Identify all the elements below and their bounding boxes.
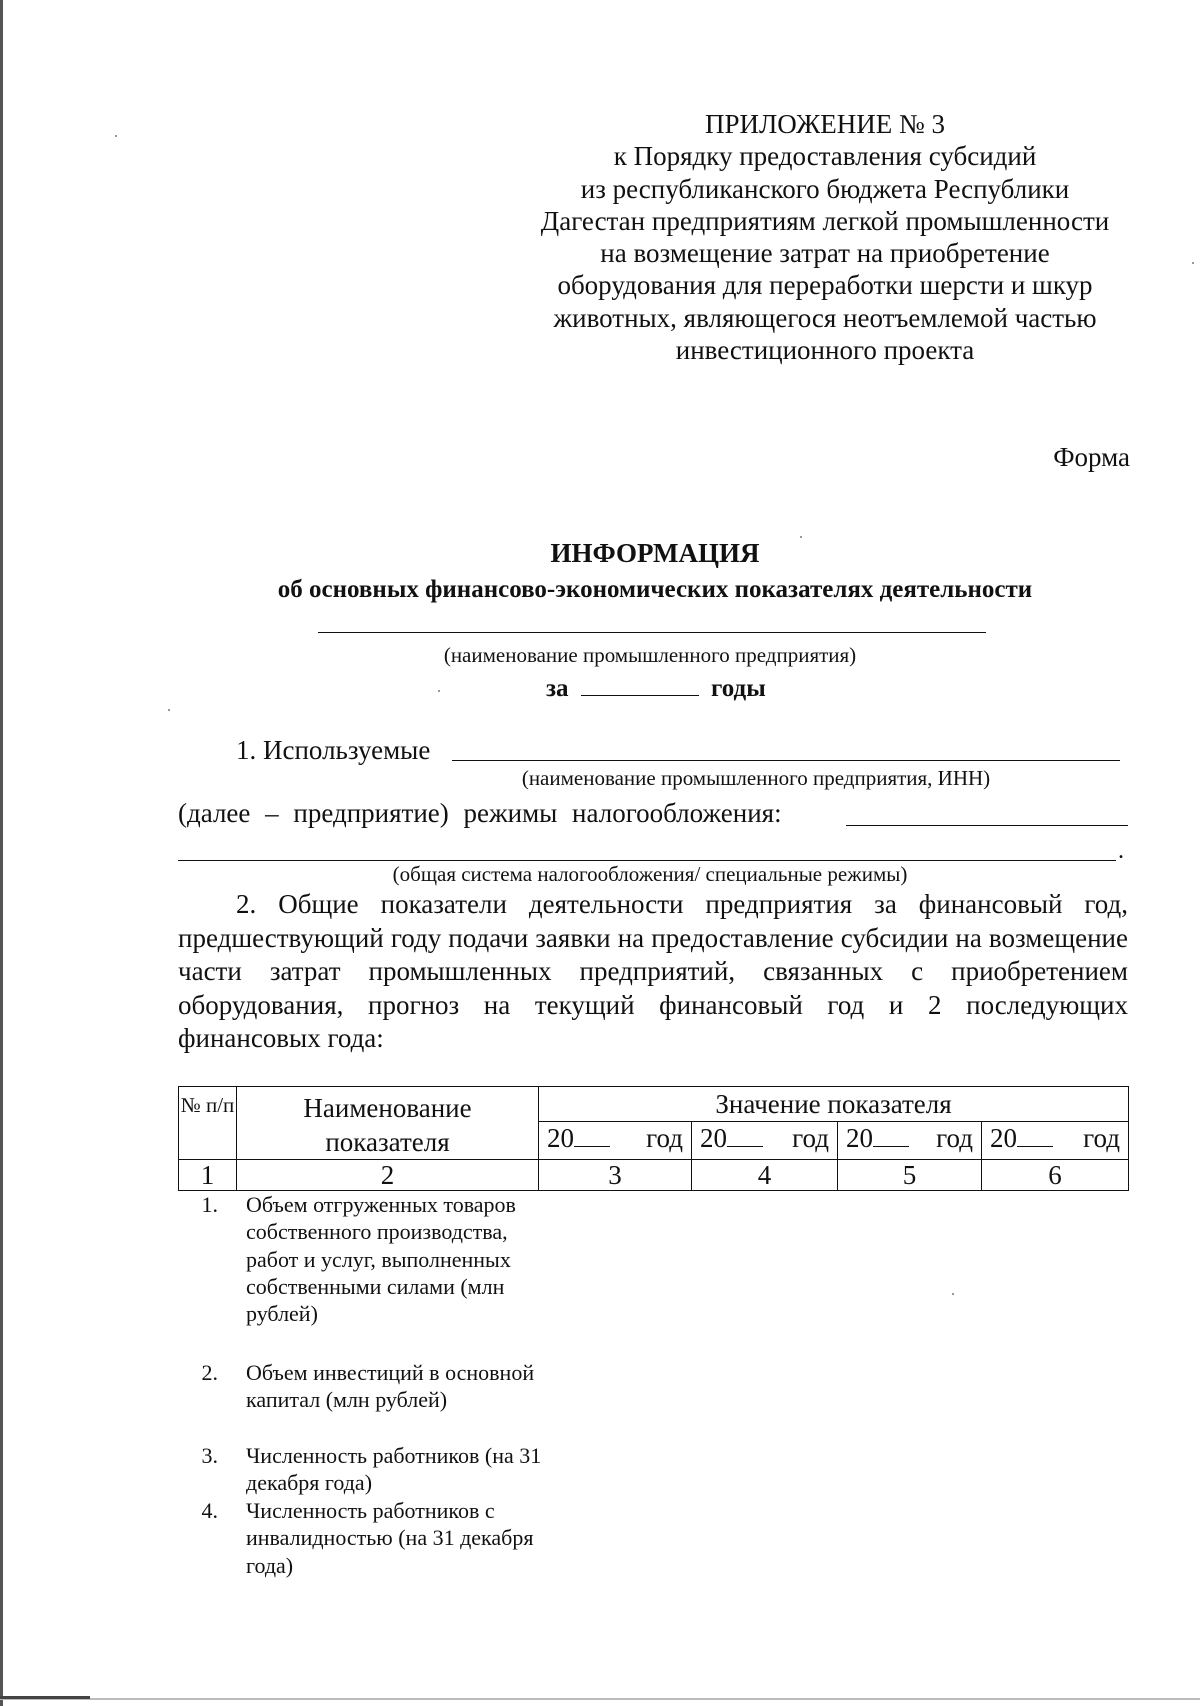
regime-label: (далее – предприятие) режимы налогообложения: — [178, 798, 782, 828]
period-blank[interactable] — [581, 673, 699, 696]
scan-edge-bottom — [0, 1698, 1200, 1700]
regime-blank-1[interactable] — [846, 825, 1128, 826]
enterprise-caption: (наименование промышленного предприятия) — [443, 643, 857, 667]
col-number: 5 — [838, 1160, 982, 1191]
appendix-line: ПРИЛОЖЕНИЕ № 3 — [704, 109, 946, 139]
col-number: 3 — [539, 1160, 692, 1191]
row-number: 1. — [201, 1192, 218, 1217]
col-header-no: № п/п — [179, 1087, 237, 1160]
scan-speck — [800, 536, 802, 538]
section2-text: 2. Общие показатели деятельности предприятия за финансовый год, предшествующий году подачи заявки на предоставление субсидии на возмещение части затрат промышленных предприятий, связанных с приобретением оборудования, прогноз на текущий финансовый год и 2 последующих финансовых года: — [178, 889, 1128, 1054]
year-cell[interactable]: 20 год — [692, 1122, 838, 1160]
appendix-line: инвестиционного проекта — [675, 335, 975, 366]
year-cell[interactable]: 20 год — [539, 1122, 692, 1160]
period-line — [546, 673, 766, 703]
scan-speck — [952, 1293, 954, 1295]
appendix-line: оборудования для переработки шерсти и шкур — [557, 270, 1093, 301]
period-suffix: годы — [711, 675, 766, 702]
scan-speck — [1192, 262, 1194, 264]
year-cell[interactable]: 20 год — [982, 1122, 1129, 1160]
scan-edge — [0, 0, 3, 1706]
year-cell[interactable]: 20 год — [838, 1122, 982, 1160]
form-label: Форма — [1053, 442, 1130, 472]
regime-caption: (общая система налогообложения/ специальные режимы) — [392, 862, 908, 886]
appendix-line: животных, являющегося неотъемлемой частью — [553, 302, 1097, 333]
row-number: 4. — [201, 1498, 218, 1523]
appendix-header — [515, 108, 1135, 366]
row-text: Численность работников с инвалидностью (на 31 декабря года) — [246, 1498, 534, 1578]
row-text: Объем инвестиций в основной капитал (млн рублей) — [246, 1360, 535, 1413]
appendix-line: к Порядку предоставления субсидий — [613, 141, 1037, 172]
scan-edge-bottom-mark — [0, 1696, 90, 1699]
col-number: 2 — [237, 1160, 539, 1191]
regime-blank-2[interactable] — [178, 860, 1116, 861]
document-subtitle: об основных финансово-экономических показателях деятельности — [277, 576, 1033, 603]
row-number: 3. — [201, 1443, 218, 1468]
row-text: Объем отгруженных товаров собственного производства, работ и услуг, выполненных собственными силами (млн рублей) — [246, 1192, 516, 1327]
document-title: ИНФОРМАЦИЯ — [550, 538, 760, 568]
period-prefix: за — [546, 675, 569, 702]
col-header-values: Значение показателя — [539, 1087, 1129, 1122]
appendix-line: на возмещение затрат на приобретение — [600, 238, 1050, 269]
col-number: 6 — [982, 1160, 1129, 1191]
col-header-name: Наименование показателя — [237, 1087, 539, 1160]
scan-speck — [168, 709, 170, 711]
scan-speck — [115, 135, 117, 137]
enterprise-name-blank[interactable] — [318, 632, 986, 633]
col-number: 4 — [692, 1160, 838, 1191]
scan-speck — [438, 690, 440, 692]
regime-end-dot: . — [1118, 838, 1124, 864]
name-inn-caption: (наименование промышленного предприятия, ИНН) — [521, 766, 991, 790]
row-text: Численность работников (на 31 декабря года) — [246, 1443, 542, 1496]
enterprise-inn-blank[interactable] — [452, 760, 1120, 761]
used-label: 1. Используемые — [236, 735, 431, 765]
col-number: 1 — [179, 1160, 237, 1191]
section2-paragraph — [178, 888, 1128, 1056]
row-number: 2. — [201, 1360, 218, 1385]
appendix-line: Дагестан предприятиям легкой промышленности — [540, 205, 1110, 236]
appendix-line: из республиканского бюджета Республики — [580, 173, 1070, 204]
metrics-table — [178, 1086, 1129, 1191]
